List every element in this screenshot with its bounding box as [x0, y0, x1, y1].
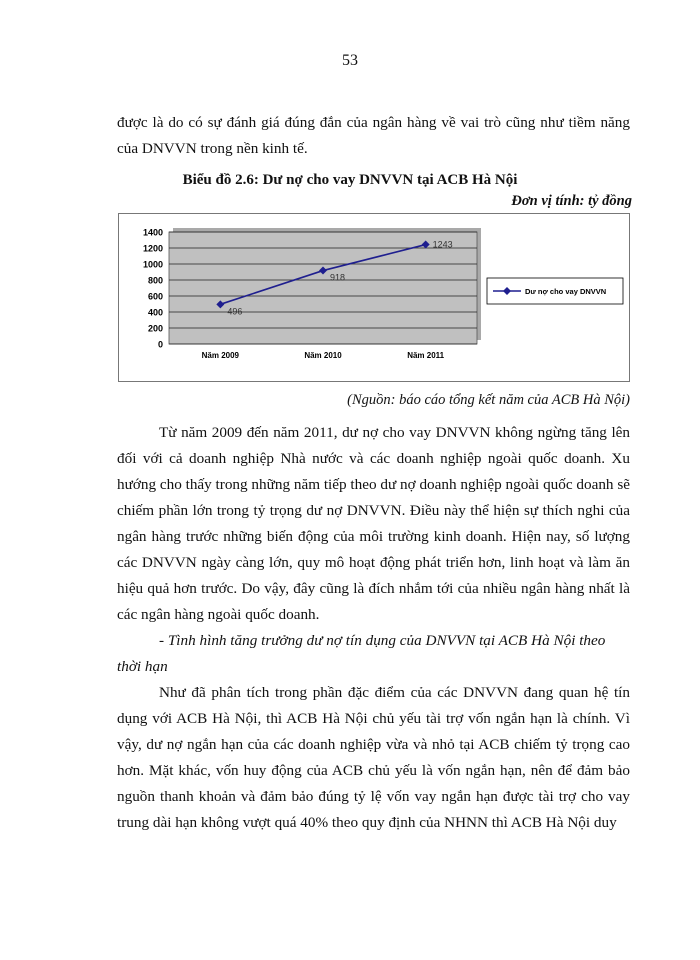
x-tick-label: Năm 2011 [407, 351, 445, 360]
y-tick-label: 1200 [142, 243, 163, 254]
y-tick-label: 0 [157, 339, 163, 350]
y-tick-label: 1400 [142, 227, 163, 238]
section-subheading: - Tình hình tăng trưởng dư nợ tín dụng của DNVVN tại ACB Hà Nội theo thời hạn [117, 632, 606, 675]
figure-source: (Nguồn: báo cáo tổng kết năm của ACB Hà Nội) [347, 392, 630, 408]
y-tick-label: 800 [147, 275, 163, 286]
y-tick-label: 400 [147, 307, 163, 318]
y-tick-label: 200 [147, 323, 163, 334]
figure-unit: Đơn vị tính: tỷ đồng [511, 193, 632, 209]
intro-text: được là do có sự đánh giá đúng đắn của ngân hàng về vai trò cũng như tiềm năng của DNVVN trong nền kinh tế. [117, 114, 630, 157]
y-tick-label: 1000 [142, 259, 163, 270]
legend-label: Dư nợ cho vay DNVVN [525, 287, 607, 296]
chart-svg [119, 214, 629, 381]
y-tick-label: 600 [147, 291, 163, 302]
x-tick-label: Năm 2009 [201, 351, 240, 360]
line-chart [118, 213, 630, 382]
page-number: 53 [342, 52, 358, 69]
paragraph-1: Từ năm 2009 đến năm 2011, dư nợ cho vay DNVVN không ngừng tăng lên đối với cả doanh nghiệp Nhà nước và các doanh nghiệp ngoài quốc doanh. Xu hướng cho thấy trong những năm tiếp theo dư nợ doanh nghiệp ngoài quốc doanh sẽ chiếm phần lớn trong tỷ trọng dư nợ DNVVN. Điều này thể hiện sự thích nghi của ngân hàng trước những biến động của môi trường kinh doanh. Hiện nay, số lượng các DNVVN ngày càng lớn, quy mô hoạt động phát triển hơn, linh hoạt và làm ăn hiệu quả hơn trước. Do vậy, đây cũng là đích nhắm tới của nhiều ngân hàng nhất là các ngân hàng ngoài quốc doanh. [117, 424, 630, 623]
paragraph-2: Như đã phân tích trong phần đặc điểm của các DNVVN đang quan hệ tín dụng với ACB Hà Nội, thì ACB Hà Nội chủ yếu tài trợ vốn ngắn hạn là chính. Vì vậy, dư nợ ngắn hạn của các doanh nghiệp vừa và nhỏ tại ACB chiếm tỷ trọng cao hơn. Mặt khác, vốn huy động của ACB chủ yếu là vốn ngắn hạn, nên để đảm bảo nguồn thanh khoản và đảm bảo đúng tỷ lệ vốn vay ngắn hạn được tài trợ cho vay trung dài hạn không vượt quá 40% theo quy định của NHNN thì ACB Hà Nội duy [117, 684, 630, 831]
data-label: 1243 [432, 239, 453, 250]
x-tick-label: Năm 2010 [304, 351, 342, 360]
figure-caption: Biểu đồ 2.6: Dư nợ cho vay DNVVN tại ACB Hà Nội [182, 172, 518, 188]
data-label: 496 [227, 306, 243, 317]
plot-area [169, 232, 477, 344]
data-label: 918 [330, 272, 346, 283]
